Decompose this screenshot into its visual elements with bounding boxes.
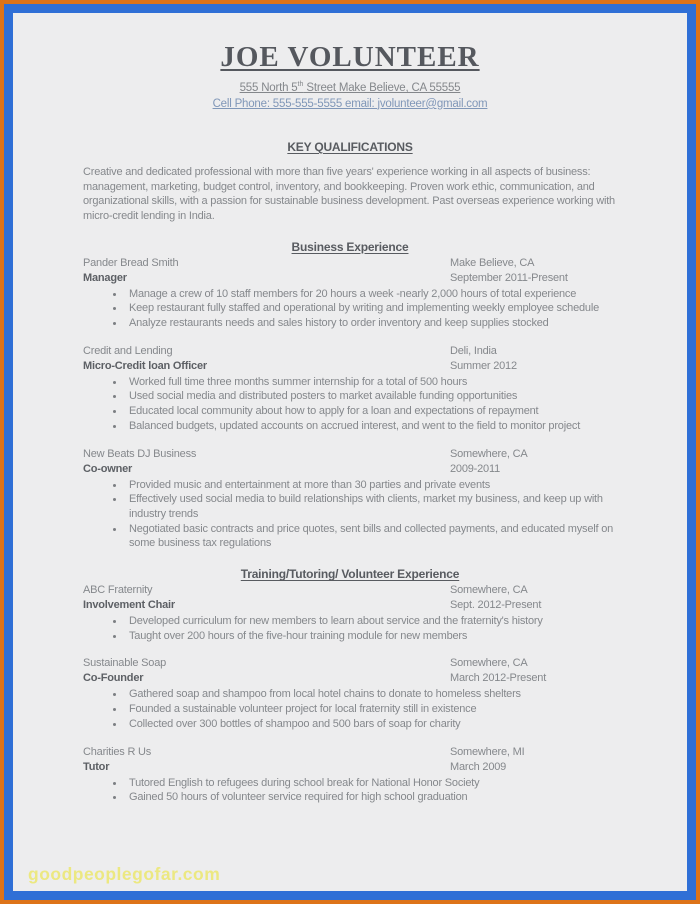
entry-location: Somewhere, CA [450, 584, 528, 597]
bullet-item: • Worked full time three months summer internship for a total of 500 hours [125, 375, 617, 390]
site-watermark: goodpeoplegofar.com [28, 864, 221, 885]
entry-location: Somewhere, CA [450, 447, 528, 460]
entry-location: Somewhere, CA [450, 657, 528, 670]
entry-dates: March 2012-Present [450, 672, 547, 685]
bullet-list [83, 687, 617, 731]
bullet-item: • Tutored English to refugees during school break for National Honor Society [125, 776, 617, 791]
company-name: Sustainable Soap [83, 657, 167, 670]
experience-entry-sustainable-soap [83, 656, 617, 731]
bullet-list [83, 614, 617, 643]
address-text-rest: Street Make Believe, CA 55555 [303, 81, 461, 94]
bullet-item: • Used social media and distributed posters to market available funding opportunities [125, 389, 617, 404]
entry-header-row [83, 745, 617, 760]
experience-entry-charities-r-us [83, 745, 617, 805]
company-name: Pander Bread Smith [83, 256, 179, 269]
entry-header-row [83, 447, 617, 462]
job-title: Manager [83, 271, 127, 284]
entry-title-row [83, 760, 617, 775]
bullet-list [83, 375, 617, 434]
bullet-item: • Effectively used social media to build relationships with clients, market my business, and keep up with industry trends [125, 492, 617, 521]
bullet-item: • Negotiated basic contracts and price quotes, sent bills and collected payments, and educated myself on some business tax regulations [125, 522, 617, 551]
bullet-item: • Keep restaurant fully staffed and operational by writing and implementing weekly employee schedule [125, 301, 617, 316]
experience-entry-new-beats-dj [83, 447, 617, 552]
entry-header-row [83, 656, 617, 671]
bullet-item: • Gathered soap and shampoo from local hotel chains to donate to homeless shelters [125, 687, 617, 702]
entry-location: Deli, India [450, 344, 497, 357]
section-heading-training-volunteer: Training/Tutoring/ Volunteer Experience [240, 567, 460, 582]
bullet-list [83, 478, 617, 552]
entry-title-row [83, 271, 617, 286]
experience-entry-credit-and-lending [83, 344, 617, 434]
bullet-item: • Manage a crew of 10 staff members for 20 hours a week -nearly 2,000 hours of total experience [125, 287, 617, 302]
entry-dates: 2009-2011 [450, 462, 500, 475]
job-title: Micro-Credit loan Officer [83, 359, 207, 372]
entry-header-row [83, 256, 617, 271]
bullet-item: • Collected over 300 bottles of shampoo and 500 bars of soap for charity [125, 717, 617, 732]
bullet-item: • Analyze restaurants needs and sales history to order inventory and keep supplies stocked [125, 316, 617, 331]
section-heading-key-qualifications: KEY QUALIFICATIONS [287, 139, 413, 154]
entry-header-row [83, 583, 617, 598]
entry-title-row [83, 671, 617, 686]
qualifications-summary: Creative and dedicated professional with more than five years' experience working in all aspects of business: management, marketing, budget control, inventory, and bookkeeping. Proven work ethic, communication, and organizational skills, with a passion for sustainable business development. Past overseas experience working with micro-credit lending in India. [83, 165, 615, 222]
resume-content [83, 40, 617, 805]
resume-name: JOE VOLUNTEER [220, 41, 480, 73]
company-name: Credit and Lending [83, 344, 173, 357]
entry-dates: Sept. 2012-Present [450, 599, 542, 612]
bullet-item: • Balanced budgets, updated accounts on accrued interest, and went to the field to monitor project [125, 419, 617, 434]
entry-title-row [83, 598, 617, 613]
bullet-item: • Taught over 200 hours of the five-hour training module for new members [125, 629, 617, 644]
company-name: ABC Fraternity [83, 584, 153, 597]
experience-entry-abc-fraternity [83, 583, 617, 643]
bullet-item: • Founded a sustainable volunteer project for local fraternity still in existence [125, 702, 617, 717]
entry-dates: Summer 2012 [450, 359, 517, 372]
entry-dates: March 2009 [450, 760, 507, 773]
bullet-list [83, 776, 617, 805]
entry-title-row [83, 359, 617, 374]
job-title: Involvement Chair [83, 599, 175, 612]
company-name: Charities R Us [83, 745, 152, 758]
section-heading-business-experience: Business Experience [291, 239, 409, 254]
address-superscript: th [297, 81, 304, 88]
company-name: New Beats DJ Business [83, 447, 197, 460]
experience-entry-pander-bread-smith [83, 256, 617, 331]
address-text: 555 North 5 [239, 81, 298, 94]
entry-location: Make Believe, CA [450, 256, 535, 269]
page-border-blue [4, 4, 696, 900]
bullet-list [83, 287, 617, 331]
resume-header [83, 40, 617, 112]
job-title: Tutor [83, 760, 110, 773]
entry-location: Somewhere, MI [450, 745, 525, 758]
job-title: Co-owner [83, 462, 133, 475]
bullet-item: • Provided music and entertainment at more than 30 parties and private events [125, 478, 617, 493]
resume-page [13, 13, 687, 891]
contact-line: Cell Phone: 555-555-5555 email: jvolunteer@gmail.com [212, 97, 488, 110]
entry-dates: September 2011-Present [450, 271, 568, 284]
bullet-item: • Developed curriculum for new members to learn about service and the fraternity's history [125, 614, 617, 629]
bullet-item: • Gained 50 hours of volunteer service required for high school graduation [125, 790, 617, 805]
address-line [83, 77, 617, 96]
entry-header-row [83, 344, 617, 359]
job-title: Co-Founder [83, 672, 144, 685]
entry-title-row [83, 462, 617, 477]
bullet-item: • Educated local community about how to apply for a loan and expectations of repayment [125, 404, 617, 419]
